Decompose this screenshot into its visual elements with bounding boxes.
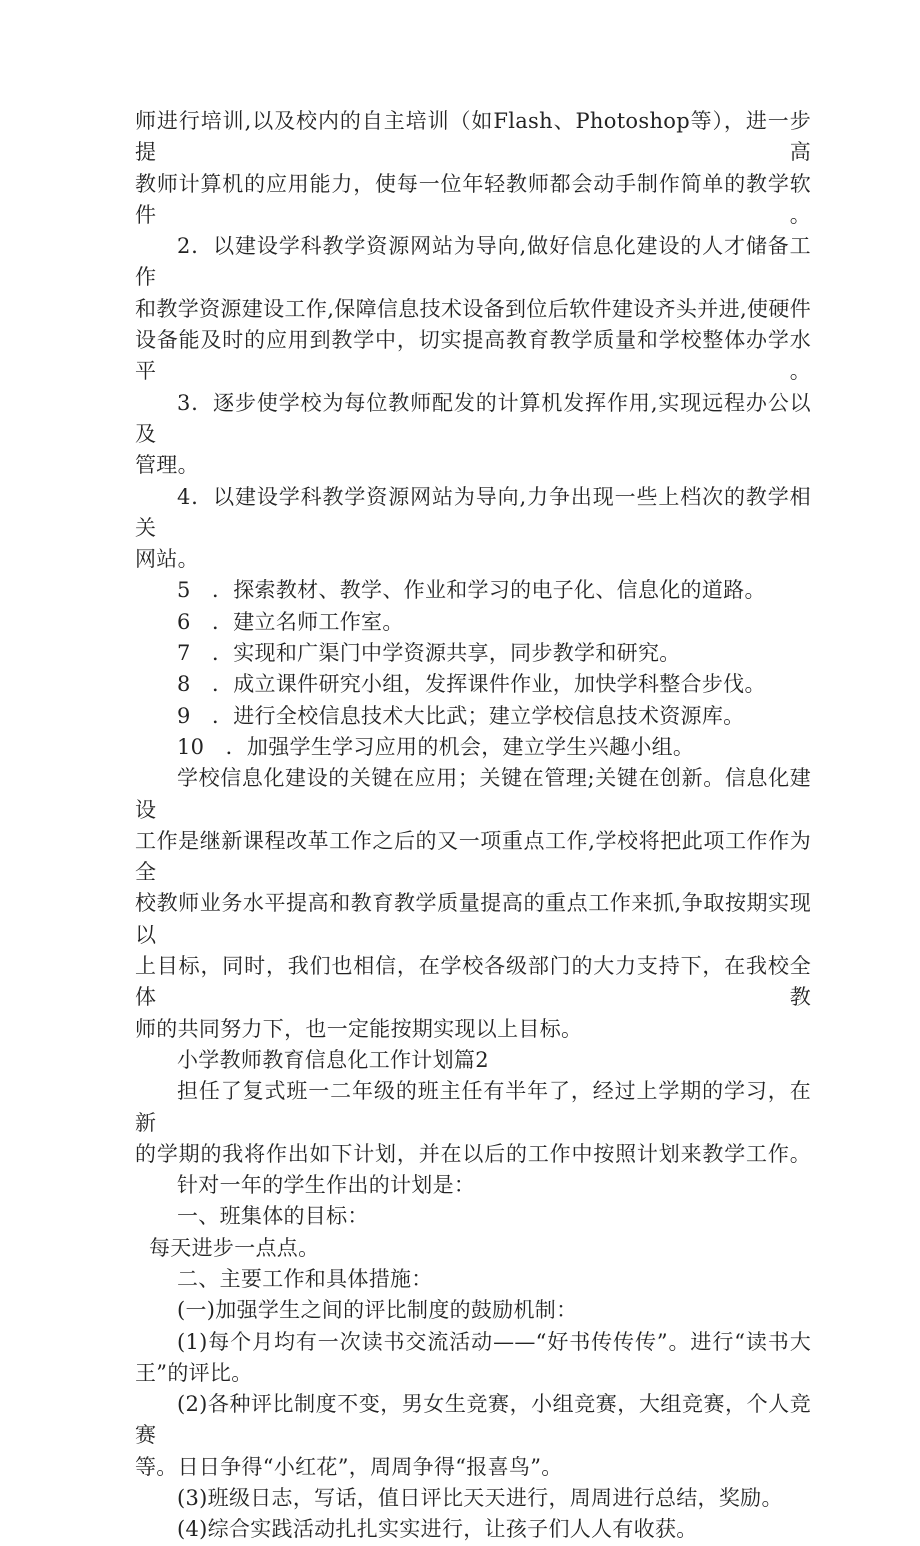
text-line: 网站。 [135,547,199,572]
text-column [135,106,811,1546]
text-line: 4．以建设学科教学资源网站为导向,力争出现一些上档次的教学相关 [135,484,811,540]
text-line: 3．逐步使学校为每位教师配发的计算机发挥作用,实现远程办公以及 [135,390,811,446]
text-line: 2．以建设学科教学资源网站为导向,做好信息化建设的人才储备工作 [135,234,811,290]
text-line: 担任了复式班一二年级的班主任有半年了，经过上学期的学习，在新 [135,1079,811,1135]
text-line: 和教学资源建设工作,保障信息技术设备到位后软件建设齐头并进,使硬件 [135,296,811,321]
text-line: 等。日日争得“小红花”，周周争得“报喜鸟”。 [135,1454,563,1479]
text-line: 8 ．成立课件研究小组，发挥课件作业，加快学科整合步伐。 [177,672,766,697]
text-line: 10 ．加强学生学习应用的机会，建立学生兴趣小组。 [177,734,695,759]
text-line: 小学教师教育信息化工作计划篇2 [177,1047,489,1072]
text-line: 教师计算机的应用能力，使每一位年轻教师都会动手制作简单的教学软件。 [135,171,811,227]
text-line: (1)每个月均有一次读书交流活动——“好书传传传”。进行“读书大 [177,1329,811,1354]
text-line: 管理。 [135,453,199,478]
text-line: 校教师业务水平提高和教育教学质量提高的重点工作来抓,争取按期实现以 [135,891,811,947]
text-line: 6 ．建立名师工作室。 [177,609,404,634]
text-line: 7 ．实现和广渠门中学资源共享，同步教学和研究。 [177,641,681,666]
text-line: 每天进步一点点。 [149,1235,320,1260]
text-line: (3)班级日志，写话，值日评比天天进行，周周进行总结，奖励。 [177,1486,783,1511]
text-line: 师进行培训,以及校内的自主培训（如Flash、Photoshop等），进一步提高 [135,109,811,165]
text-line: 学校信息化建设的关键在应用；关键在管理;关键在创新。信息化建设 [135,766,811,822]
text-line: 王”的评比。 [135,1360,253,1385]
text-line: 工作是继新课程改革工作之后的又一项重点工作,学校将把此项工作作为全 [135,828,811,885]
text-line: (一)加强学生之间的评比制度的鼓励机制： [177,1298,578,1323]
text-line: 针对一年的学生作出的计划是： [177,1173,476,1198]
text-line: 9 ．进行全校信息技术大比武；建立学校信息技术资源库。 [177,703,745,728]
text-line: (2)各种评比制度不变，男女生竞赛，小组竞赛，大组竞赛，个人竞赛 [135,1392,811,1448]
text-line: 5 ．探索教材、教学、作业和学习的电子化、信息化的道路。 [177,578,766,603]
text-line: (4)综合实践活动扎扎实实进行，让孩子们人人有收获。 [177,1517,698,1542]
text-line: 上目标，同时，我们也相信，在学校各级部门的大力支持下，在我校全体教 [135,954,811,1010]
text-line: 师的共同努力下，也一定能按期实现以上目标。 [135,1016,583,1041]
text-line: 二、主要工作和具体措施： [177,1266,433,1291]
text-line: 一、班集体的目标： [177,1204,369,1229]
text-line: 的学期的我将作出如下计划，并在以后的工作中按照计划来教学工作。 [135,1141,811,1166]
text-line: 设备能及时的应用到教学中，切实提高教育教学质量和学校整体办学水平。 [135,328,811,384]
